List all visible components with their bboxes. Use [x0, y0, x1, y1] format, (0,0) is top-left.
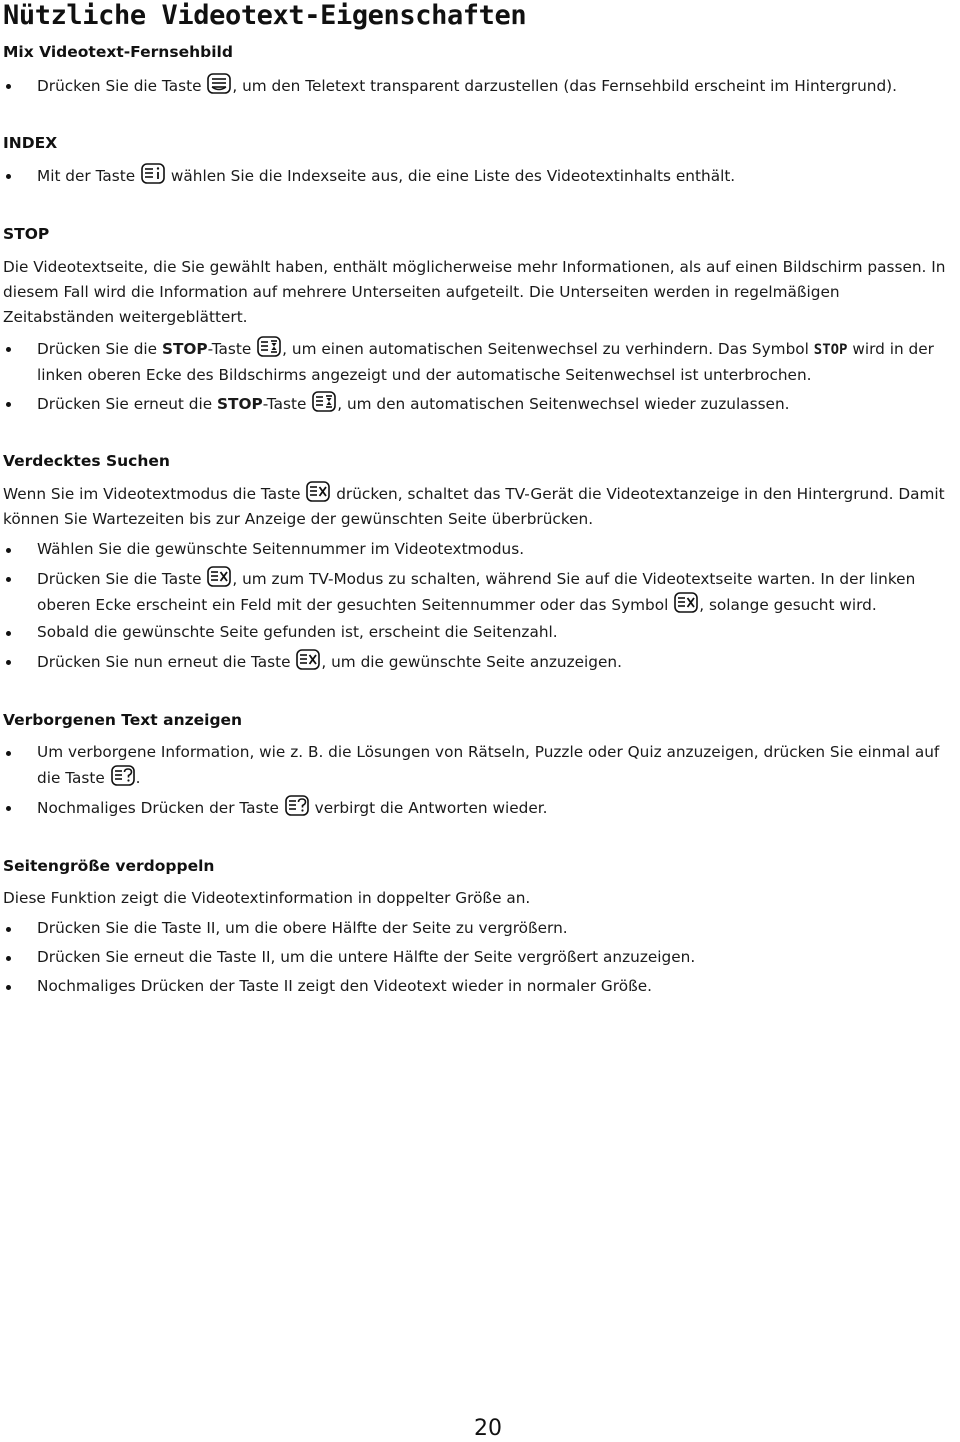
teletext-mix-icon [207, 73, 231, 94]
bullet-dot [6, 174, 11, 179]
teletext-cancel-icon [207, 566, 231, 587]
bullet-double-1: Drücken Sie die Taste II, um die obere Hälfte der Seite zu vergrößern. [37, 919, 568, 937]
bullet-dot [6, 956, 11, 961]
section-heading-index: INDEX [3, 134, 58, 152]
stop-key-label: STOP [161, 340, 208, 358]
bullet-hidden-2: Nochmaliges Drücken der Taste verbirgt die Antworten wieder. [37, 795, 955, 821]
bullet-dot [6, 402, 11, 407]
double-paragraph: Diese Funktion zeigt die Videotextinformation in doppelter Größe an. [3, 889, 531, 907]
teletext-cancel-icon [306, 481, 330, 502]
bullet-dot [6, 985, 11, 990]
bullet-dot [6, 84, 11, 89]
bullet-dot [6, 660, 11, 665]
section-heading-mix: Mix Videotext-Fernsehbild [3, 43, 233, 61]
page-number: 20 [474, 1416, 502, 1441]
bullet-dot [6, 347, 11, 352]
section-heading-search: Verdecktes Suchen [3, 452, 170, 470]
teletext-index-icon [141, 163, 165, 184]
bullet-stop-1: Drücken Sie die STOP-Taste , um einen automatischen Seitenwechsel zu verhindern. Das Symbol STOP wird in der linken oberen Ecke des Bildschirms angezeigt und der automatische Seitenwechsel ist unterbrochen. [37, 336, 955, 388]
teletext-cancel-icon [674, 592, 698, 613]
search-paragraph: Wenn Sie im Videotextmodus die Taste drücken, schaltet das TV-Gerät die Videotextanzeige in den Hintergrund. Damit können Sie Wartezeiten bis zur Anzeige der gewünschten Seite überbrücken. [3, 481, 955, 532]
bullet-search-3: Sobald die gewünschte Seite gefunden ist, erscheint die Seitenzahl. [37, 623, 558, 641]
teletext-hold-icon [257, 336, 281, 357]
bullet-dot [6, 577, 11, 582]
stop-symbol: STOP [813, 342, 848, 358]
bullet-double-2: Drücken Sie erneut die Taste II, um die untere Hälfte der Seite vergrößert anzuzeigen. [37, 948, 696, 966]
teletext-reveal-icon [285, 795, 309, 816]
bullet-stop-2: Drücken Sie erneut die STOP-Taste , um den automatischen Seitenwechsel wieder zuzulassen. [37, 391, 955, 417]
teletext-hold-icon [312, 391, 336, 412]
bullet-dot [6, 751, 11, 756]
teletext-cancel-icon [296, 649, 320, 670]
bullet-hidden-1: Um verborgene Information, wie z. B. die Lösungen von Rätseln, Puzzle oder Quiz anzuzeigen, drücken Sie einmal auf die Taste . [37, 743, 940, 787]
bullet-mix-1: Drücken Sie die Taste , um den Teletext transparent darzustellen (das Fernsehbild erscheint im Hintergrund). [37, 73, 955, 99]
bullet-dot [6, 927, 11, 932]
teletext-reveal-icon [111, 765, 135, 786]
bullet-index-1: Mit der Taste wählen Sie die Indexseite aus, die eine Liste des Videotextinhalts enthält. [37, 163, 955, 189]
section-heading-double: Seitengröße verdoppeln [3, 857, 215, 875]
stop-paragraph: Die Videotextseite, die Sie gewählt haben, enthält möglicherweise mehr Informationen, als auf einen Bildschirm passen. In diesem Fall wird die Information auf mehrere Unterseiten aufgeteilt. Die Unterseiten werden in regelmäßigen Zeitabständen weitergeblättert. [3, 258, 946, 326]
bullet-search-4: Drücken Sie nun erneut die Taste , um die gewünschte Seite anzuzeigen. [37, 649, 955, 675]
bullet-double-3: Nochmaliges Drücken der Taste II zeigt den Videotext wieder in normaler Größe. [37, 977, 653, 995]
bullet-dot [6, 548, 11, 553]
bullet-dot [6, 806, 11, 811]
bullet-search-1: Wählen Sie die gewünschte Seitennummer im Videotextmodus. [37, 540, 525, 558]
bullet-search-2: Drücken Sie die Taste , um zum TV-Modus zu schalten, während Sie auf die Videotextseite warten. In der linken oberen Ecke erscheint ein Feld mit der gesuchten Seitennummer oder das Symbol , solange gesucht wird. [37, 566, 955, 618]
section-heading-hidden: Verborgenen Text anzeigen [3, 711, 243, 729]
bullet-dot [6, 631, 11, 636]
stop-key-label: STOP [217, 395, 263, 413]
page-title: Nützliche Videotext-Eigenschaften [3, 0, 527, 31]
section-heading-stop: STOP [3, 225, 50, 243]
